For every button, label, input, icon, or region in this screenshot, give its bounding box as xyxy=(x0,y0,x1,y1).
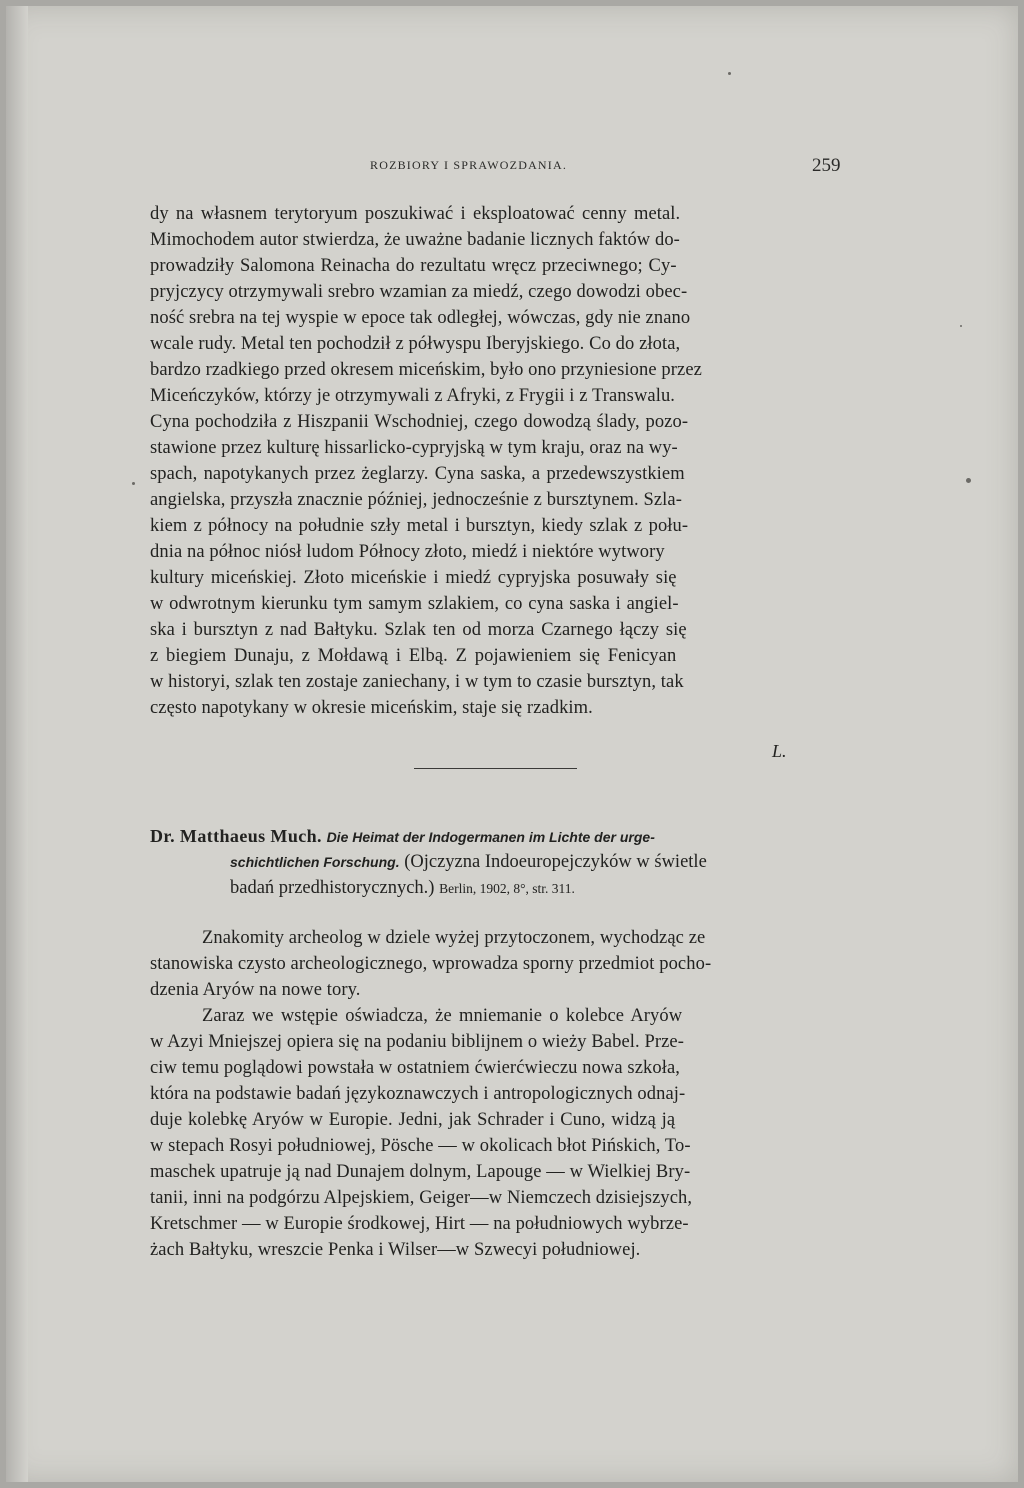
paragraph-1-line: wcale rudy. Metal ten pochodził z półwyspu Iberyjskiego. Co do złota, xyxy=(150,334,681,354)
paragraph-1-line: angielska, przyszła znacznie później, jednocześnie z bursztynem. Szla- xyxy=(150,490,682,510)
running-header: ROZBIORY I SPRAWOZDANIA. xyxy=(370,158,568,172)
paragraph-3-line: tanii, inni na podgórzu Alpejskiem, Geiger—w Niemczech dzisiejszych, xyxy=(150,1188,693,1208)
paragraph-2-line: Znakomity archeolog w dziele wyżej przytoczonem, wychodząc ze xyxy=(202,928,706,948)
title-translation: (Ojczyzna Indoeuropejczyków w świetle xyxy=(404,852,707,872)
paragraph-2-line: stanowiska czysto archeologicznego, wprowadza sporny przedmiot pocho- xyxy=(150,954,712,974)
paragraph-1-line: ska i bursztyn z nad Bałtyku. Szlak ten od morza Czarnego łączy się xyxy=(150,620,687,640)
paragraph-1-line: dy na własnem terytoryum poszukiwać i eksploatować cenny metal. xyxy=(150,204,681,224)
paragraph-3-line: duje kolebkę Aryów w Europie. Jedni, jak Schrader i Cuno, widzą ją xyxy=(150,1110,676,1130)
paragraph-1-line: pryjczycy otrzymywali srebro wzamian za miedź, czego dowodzi obec- xyxy=(150,282,688,302)
paragraph-1-line: Miceńczyków, którzy je otrzymywali z Afryki, z Frygii i z Transwalu. xyxy=(150,386,676,406)
page-binding-shadow xyxy=(6,6,28,1482)
paragraph-1-line: często napotykany w okresie miceńskim, staje się rzadkim. xyxy=(150,698,593,718)
author-name: Dr. Matthaeus Much. xyxy=(150,826,322,846)
paragraph-1-line: spach, napotykanych przez żeglarzy. Cyna saska, a przedewszystkiem xyxy=(150,464,685,484)
paragraph-3-line: ciw temu poglądowi powstała w ostatniem ćwierćwieczu nowa szkoła, xyxy=(150,1058,680,1078)
book-title: Die Heimat der Indogermanen im Lichte der urge- xyxy=(326,829,655,845)
paragraph-1-line: stawione przez kulturę hissarlicko-cypryjską w tym kraju, oraz na wy- xyxy=(150,438,678,458)
reference-line-2 xyxy=(230,852,707,873)
publication-details: Berlin, 1902, 8°, str. 311. xyxy=(439,881,575,896)
paragraph-3-line: Zaraz we wstępie oświadcza, że mniemanie o kolebce Aryów xyxy=(202,1006,683,1026)
paragraph-1-line: ność srebra na tej wyspie w epoce tak odległej, wówczas, gdy nie znano xyxy=(150,308,691,328)
paragraph-1-line: w odwrotnym kierunku tym samym szlakiem, co cyna saska i angiel- xyxy=(150,594,679,614)
scan-speck xyxy=(960,325,962,327)
scan-speck xyxy=(132,482,135,485)
paragraph-3-line: Kretschmer — w Europie środkowej, Hirt — na południowych wybrze- xyxy=(150,1214,689,1234)
page-number: 259 xyxy=(812,155,841,176)
paragraph-1-line: prowadziły Salomona Reinacha do rezultatu wręcz przeciwnego; Cy- xyxy=(150,256,677,276)
reference-line-3 xyxy=(230,878,575,899)
review-signature: L. xyxy=(772,741,787,761)
paragraph-1-line: dnia na północ niósł ludom Północy złoto, miedź i niektóre wytwory xyxy=(150,542,665,562)
paragraph-1-line: Mimochodem autor stwierdza, że uważne badanie licznych faktów do- xyxy=(150,230,680,250)
scan-speck xyxy=(728,72,731,75)
paragraph-2-line: dzenia Aryów na nowe tory. xyxy=(150,980,361,1000)
paragraph-1-line: kultury miceńskiej. Złoto miceńskie i miedź cypryjska posuwały się xyxy=(150,568,677,588)
reference-line-1 xyxy=(150,826,655,848)
section-separator xyxy=(414,768,577,769)
paragraph-3-line: która na podstawie badań językoznawczych i antropologicznych odnaj- xyxy=(150,1084,686,1104)
paragraph-3-line: w stepach Rosyi południowej, Pösche — w okolicach błot Pińskich, To- xyxy=(150,1136,691,1156)
paragraph-1-line: kiem z północy na południe szły metal i bursztyn, kiedy szlak z połu- xyxy=(150,516,689,536)
paragraph-3-line: maschek upatruje ją nad Dunajem dolnym, Lapouge — w Wielkiej Bry- xyxy=(150,1162,691,1182)
paragraph-1-line: bardzo rzadkiego przed okresem miceńskim, było ono przyniesione przez xyxy=(150,360,702,380)
paragraph-3-line: żach Bałtyku, wreszcie Penka i Wilser—w Szwecyi południowej. xyxy=(150,1240,641,1260)
scan-speck xyxy=(966,478,971,483)
book-title-continued: schichtlichen Forschung. xyxy=(230,854,400,870)
paragraph-1-line: Cyna pochodziła z Hiszpanii Wschodniej, czego dowodzą ślady, pozo- xyxy=(150,412,689,432)
paragraph-3-line: w Azyi Mniejszej opiera się na podaniu biblijnem o wieży Babel. Prze- xyxy=(150,1032,685,1052)
title-translation-continued: badań przedhistorycznych.) xyxy=(230,878,435,898)
paragraph-1-line: w historyi, szlak ten zostaje zaniechany, i w tym to czasie bursztyn, tak xyxy=(150,672,684,692)
paragraph-1-line: z biegiem Dunaju, z Mołdawą i Elbą. Z pojawieniem się Fenicyan xyxy=(150,646,677,666)
